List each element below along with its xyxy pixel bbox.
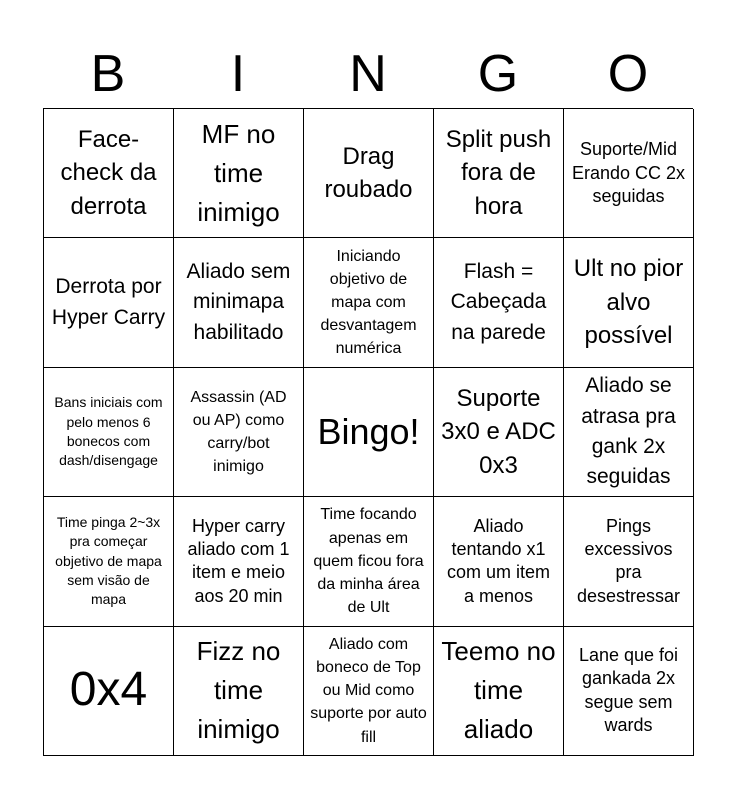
- bingo-cell-text: Time pinga 2~3x pra começar objetivo de mapa sem visão de mapa: [55, 514, 162, 608]
- bingo-cell-r1c2[interactable]: [174, 109, 304, 238]
- header-letter-n: N: [349, 45, 387, 103]
- bingo-cell-text: Split push fora de hora: [445, 125, 552, 220]
- header-letter-o: O: [607, 45, 649, 103]
- bingo-cell-r4c3[interactable]: [304, 497, 434, 626]
- bingo-cell-free[interactable]: [304, 368, 434, 497]
- header-letter-b: B: [90, 45, 126, 103]
- bingo-cell-r1c3[interactable]: [304, 109, 434, 238]
- bingo-cell-r3c1[interactable]: [44, 368, 174, 497]
- bingo-cell-text: MF no time inimigo: [197, 118, 280, 227]
- bingo-cell-text: Aliado se atrasa pra gank 2x seguidas: [581, 374, 676, 489]
- bingo-grid: [43, 108, 693, 756]
- bingo-cell-text: Hyper carry aliado com 1 item e meio aos 20 min: [187, 515, 290, 606]
- bingo-cell-r3c4[interactable]: [434, 368, 564, 497]
- header-letter-i: I: [230, 45, 246, 103]
- bingo-cell-text: Suporte 3x0 e ADC 0x3: [441, 384, 556, 479]
- bingo-cell-r4c2[interactable]: [174, 497, 304, 626]
- bingo-cell-text: Teemo no time aliado: [441, 636, 556, 745]
- bingo-cell-text: Fizz no time inimigo: [196, 636, 281, 745]
- bingo-cell-text: Assassin (AD ou AP) como carry/bot inimigo: [190, 388, 287, 476]
- header-letter-g: G: [477, 45, 519, 103]
- bingo-cell-text: Lane que foi gankada 2x segue sem wards: [578, 645, 679, 736]
- bingo-cell-r3c5[interactable]: [564, 368, 694, 497]
- bingo-cell-r3c2[interactable]: [174, 368, 304, 497]
- bingo-cell-r2c2[interactable]: [174, 238, 304, 367]
- bingo-cell-r5c1[interactable]: [44, 627, 174, 756]
- bingo-cell-text: Bans iniciais com pelo menos 6 bonecos com dash/disengage: [54, 394, 163, 469]
- bingo-cell-text: Bingo!: [317, 411, 420, 453]
- bingo-cell-r1c1[interactable]: [44, 109, 174, 238]
- bingo-cell-text: Pings excessivos pra desestressar: [576, 515, 681, 606]
- bingo-cell-text: Ult no pior alvo possível: [573, 255, 684, 350]
- bingo-cell-text: Aliado com boneco de Top ou Mid como suporte por auto fill: [310, 635, 427, 746]
- bingo-cell-r2c1[interactable]: [44, 238, 174, 367]
- bingo-cell-text: Flash = Cabeçada na parede: [450, 259, 547, 344]
- bingo-cell-text: 0x4: [69, 663, 148, 717]
- bingo-cell-r1c4[interactable]: [434, 109, 564, 238]
- bingo-cell-r2c4[interactable]: [434, 238, 564, 367]
- bingo-cell-r1c5[interactable]: [564, 109, 694, 238]
- bingo-cell-r5c4[interactable]: [434, 627, 564, 756]
- bingo-cell-text: Drag roubado: [324, 142, 413, 204]
- bingo-cell-r2c3[interactable]: [304, 238, 434, 367]
- bingo-cell-text: Iniciando objetivo de mapa com desvantagem numérica: [320, 247, 417, 358]
- bingo-cell-r5c2[interactable]: [174, 627, 304, 756]
- bingo-cell-r4c5[interactable]: [564, 497, 694, 626]
- bingo-cell-r4c1[interactable]: [44, 497, 174, 626]
- bingo-cell-text: Face-check da derrota: [60, 125, 157, 220]
- bingo-cell-text: Time focando apenas em quem ficou fora da minha área de Ult: [313, 506, 424, 617]
- bingo-cell-r2c5[interactable]: [564, 238, 694, 367]
- bingo-cell-text: Suporte/Mid Erando CC 2x seguidas: [571, 139, 686, 206]
- bingo-header: [43, 40, 693, 108]
- bingo-cell-text: Aliado tentando x1 com um item a menos: [446, 515, 551, 606]
- bingo-cell-text: Derrota por Hyper Carry: [51, 275, 166, 329]
- bingo-cell-r5c5[interactable]: [564, 627, 694, 756]
- bingo-cell-r4c4[interactable]: [434, 497, 564, 626]
- bingo-cell-r5c3[interactable]: [304, 627, 434, 756]
- bingo-cell-text: Aliado sem minimapa habilitado: [186, 259, 291, 344]
